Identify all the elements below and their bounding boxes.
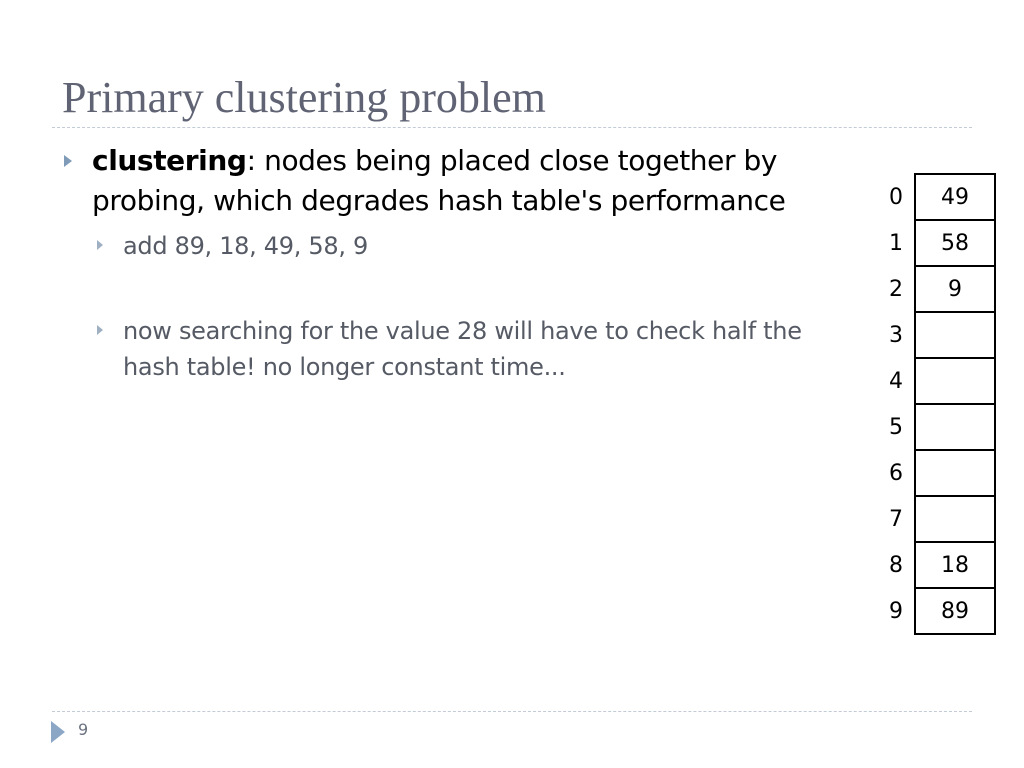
row-value: 9: [915, 266, 995, 312]
row-index: 5: [889, 414, 903, 440]
row-value: [915, 496, 995, 542]
row-value: 49: [915, 174, 995, 220]
sub-bullet-arrow-icon: [97, 325, 103, 335]
hash-table-row: [878, 220, 995, 266]
row-value: [915, 312, 995, 358]
footer-triangle-icon: [51, 721, 65, 743]
row-index: 1: [889, 230, 903, 256]
hash-table-row: [878, 542, 995, 588]
hash-table-row: [878, 358, 995, 404]
row-index: 4: [889, 368, 903, 394]
row-value: [915, 450, 995, 496]
hash-table-row: [878, 312, 995, 358]
slide-title: Primary clustering problem: [62, 73, 546, 122]
page-number: 9: [78, 720, 89, 739]
hash-table-row: [878, 450, 995, 496]
row-index: 2: [889, 276, 903, 302]
row-value: 18: [915, 542, 995, 588]
row-index: 8: [889, 552, 903, 578]
hash-table-row: [878, 588, 995, 634]
term-clustering: clustering: [92, 144, 247, 177]
term-definition: : nodes being placed close together by probing, which degrades hash table's performance: [92, 144, 786, 217]
hash-table-row: [878, 174, 995, 220]
hash-table-row: [878, 404, 995, 450]
hash-table-row: [878, 266, 995, 312]
sub-bullet-searching: now searching for the value 28 will have to check half the hash table! no longer constant time...: [123, 317, 802, 381]
sub-bullet-add: add 89, 18, 49, 58, 9: [123, 232, 368, 260]
row-value: 58: [915, 220, 995, 266]
row-index: 6: [889, 460, 903, 486]
hash-table-row: [878, 496, 995, 542]
hash-table: [878, 173, 996, 635]
row-index: 7: [889, 506, 903, 532]
row-value: [915, 404, 995, 450]
main-bullet: [92, 141, 852, 221]
row-value: 89: [915, 588, 995, 634]
footer-divider: [52, 711, 972, 712]
bullet-arrow-icon: [64, 155, 72, 167]
row-value: [915, 358, 995, 404]
sub-bullet-arrow-icon: [97, 240, 103, 250]
row-index: 3: [889, 322, 903, 348]
row-index: 0: [889, 184, 903, 210]
row-index: 9: [889, 598, 903, 624]
title-divider: [52, 127, 972, 128]
